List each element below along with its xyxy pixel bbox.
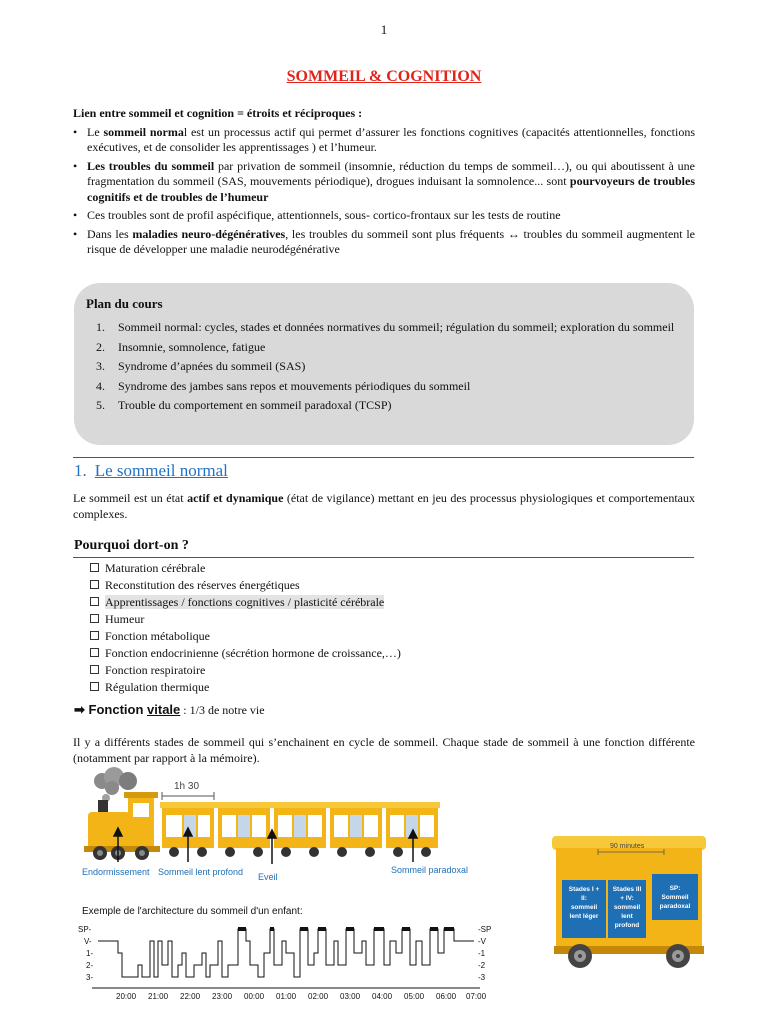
wagon [328, 802, 384, 857]
sleep-train-figure [78, 768, 469, 893]
time-label: 22:00 [180, 992, 201, 1001]
checkbox-item [90, 629, 401, 646]
checkbox-icon [90, 648, 99, 657]
plan-item [96, 359, 690, 374]
hypnogram-left-axis [78, 925, 93, 982]
stage-label: SP- [78, 925, 92, 934]
checkbox-icon [90, 563, 99, 572]
checkbox-item [90, 561, 401, 578]
compartment-label: SP: Sommeil paradoxal [659, 885, 691, 910]
vital-label: Fonction [88, 702, 148, 717]
plan-item-number: 4. [96, 378, 105, 393]
section-title-text: Le sommeil normal [94, 461, 228, 480]
checkbox-label: Maturation cérébrale [105, 561, 206, 575]
checkbox-item [90, 612, 401, 629]
duration-bracket [162, 781, 214, 800]
why-sleep-list [90, 561, 401, 697]
plan-list [96, 320, 690, 418]
para-text: Le sommeil est un état [73, 491, 188, 505]
stage-label: V- [84, 937, 92, 946]
intro-heading: Lien entre sommeil et cognition = étroits et réciproques : [73, 106, 363, 120]
compartment-label: Stades III + IV: sommeil lent profond [612, 886, 642, 929]
bullet-sleep-disorders [73, 159, 695, 206]
bullet-neurodegenerative [73, 227, 695, 258]
hypnogram-title: Exemple de l'architecture du sommeil d'un enfant: [82, 906, 303, 917]
checkbox-icon [90, 665, 99, 674]
section-number: 1. [74, 461, 87, 480]
plan-item-number: 3. [96, 359, 105, 373]
bullet-text: Dans les [87, 226, 133, 241]
checkbox-item [90, 680, 401, 697]
hypnogram-trace [98, 929, 474, 977]
plan-item-number: 1. [96, 320, 105, 334]
locomotive-icon [84, 792, 160, 860]
vital-function-line [74, 702, 265, 718]
bullet-bold: maladies neuro-dégénératives [132, 226, 286, 241]
document-title: SOMMEIL & COGNITION [286, 68, 482, 85]
time-label: 20:00 [116, 992, 137, 1001]
time-label: 06:00 [436, 992, 457, 1001]
plan-item-text: Syndrome d’apnées du sommeil (SAS) [118, 359, 306, 373]
checkbox-icon [90, 682, 99, 691]
stage-label: -SP [478, 925, 492, 934]
time-label: 04:00 [372, 992, 393, 1001]
checkbox-label: Reconstitution des réserves énergétiques [105, 578, 300, 592]
bullet-text: l est un processus actif qui permet d’assurer les fonctions cognitives (capacités attentionnelles, fonctions exécutives, et de consolider les apprentissages ) et l’humeur. [87, 124, 696, 154]
duration-label: 1h 30 [174, 781, 200, 792]
bullet-bold: sommeil norma [103, 124, 184, 139]
vital-text: : 1/3 de notre vie [180, 703, 265, 717]
arrow-right-icon: ➡ [74, 702, 85, 717]
time-axis-labels [116, 992, 487, 1001]
bullet-text: par privation de sommeil (insomnie, réduction du temps de sommeil…), ou qui aboutissent à une fragmentation du sommeil (SAS, mouvements périodique), drogues induisant la somnolence... sont [87, 158, 695, 188]
section-heading [74, 461, 228, 481]
plan-item [96, 340, 690, 355]
time-label: 01:00 [276, 992, 297, 1001]
why-sleep-heading: Pourquoi dort-on ? [74, 538, 189, 553]
sleep-wagon-figure [546, 828, 712, 974]
label-wake: Eveil [258, 872, 278, 882]
course-plan-box [74, 283, 694, 445]
label-onset: Endormissement [82, 867, 150, 877]
wagon [384, 802, 440, 857]
checkbox-icon [90, 631, 99, 640]
plan-item [96, 379, 690, 394]
checkbox-icon [90, 597, 99, 606]
bullet-text: , les troubles du sommeil sont plus fréquents ↔ troubles du sommeil augmentent le risque de développer une maladie neurodégénérative [87, 226, 695, 256]
bullet-text: Ces troubles sont de profil aspécifique, attentionnels, sous- cortico-frontaux sur les tests de routine [87, 208, 561, 222]
stage-label: -2 [478, 961, 486, 970]
rem-bars [238, 927, 454, 931]
stage-label: -V [478, 937, 486, 946]
plan-item-text: Trouble du comportement en sommeil paradoxal (TCSP) [118, 398, 392, 412]
checkbox-label: Fonction endocrinienne (sécrétion hormone de croissance,…) [105, 646, 401, 660]
hypnogram-figure [78, 900, 498, 1010]
plan-item [96, 398, 690, 413]
hypnogram-right-axis [478, 925, 491, 982]
bullet-bold: pourvoyeurs de troubles cognitifs et de troubles de l’humeur [87, 174, 696, 204]
bullet-bold: Les troubles du sommeil [87, 158, 215, 173]
checkbox-label: Fonction métabolique [105, 629, 210, 643]
time-label: 00:00 [244, 992, 265, 1001]
time-label: 05:00 [404, 992, 425, 1001]
time-label: 02:00 [308, 992, 329, 1001]
stage-label: -1 [478, 949, 486, 958]
plan-item-number: 5. [96, 398, 105, 412]
checkbox-label: Régulation thermique [105, 680, 210, 694]
heading-underline [73, 557, 694, 558]
train-wagons [160, 802, 440, 857]
wagon [272, 802, 328, 857]
checkbox-icon [90, 580, 99, 589]
time-label: 21:00 [148, 992, 169, 1001]
para-bold: actif et dynamique [187, 491, 284, 505]
para-text: (état de vigilance) mettant en jeu des processus physiologiques et comportementaux complexes. [73, 491, 696, 521]
vital-underlined: vitale [147, 702, 181, 717]
wagon [216, 802, 272, 857]
stages-paragraph: Il y a différents stades de sommeil qui s’enchainent en cycle de sommeil. Chaque stade de sommeil à une fonction différente (notamment par rapport à la mémoire). [73, 735, 695, 765]
intro-section [73, 106, 695, 261]
page-number: 1 [380, 22, 388, 37]
checkbox-item [90, 646, 401, 663]
wagon-duration-label: 90 minutes [610, 843, 645, 850]
stage-label: 3- [86, 973, 94, 982]
stage-label: -3 [478, 973, 486, 982]
time-label: 07:00 [466, 992, 487, 1001]
compartment-label: Stades I + II: sommeil lent léger [568, 886, 600, 920]
bullet-profile [73, 208, 695, 224]
plan-item-text: Insomnie, somnolence, fatigue [118, 339, 266, 354]
checkbox-label: Humeur [105, 612, 145, 626]
plan-item-text: Sommeil normal: cycles, stades et données normatives du sommeil; régulation du sommeil; exploration du sommeil [118, 320, 675, 334]
normal-sleep-paragraph [73, 490, 695, 522]
stage-label: 1- [86, 949, 94, 958]
stage-label: 2- [86, 961, 94, 970]
bullet-text: Le [87, 124, 104, 139]
plan-item-text: Syndrome des jambes sans repos et mouvements périodiques du sommeil [118, 378, 471, 393]
time-label: 03:00 [340, 992, 361, 1001]
section-divider [73, 457, 694, 458]
checkbox-label: Apprentissages / fonctions cognitives / plasticité cérébrale [105, 595, 385, 609]
time-label: 23:00 [212, 992, 233, 1001]
bullet-normal-sleep [73, 125, 695, 156]
checkbox-item [90, 578, 401, 595]
checkbox-label: Fonction respiratoire [105, 663, 206, 677]
plan-title: Plan du cours [86, 296, 163, 311]
label-rem-sleep: Sommeil paradoxal [391, 865, 469, 875]
checkbox-item [90, 663, 401, 680]
checkbox-icon [90, 614, 99, 623]
plan-item [96, 320, 690, 335]
label-deep-sleep: Sommeil lent profond [158, 867, 244, 877]
intro-bullets [73, 125, 695, 258]
plan-item-number: 2. [96, 339, 105, 354]
checkbox-item-highlighted [90, 595, 401, 612]
